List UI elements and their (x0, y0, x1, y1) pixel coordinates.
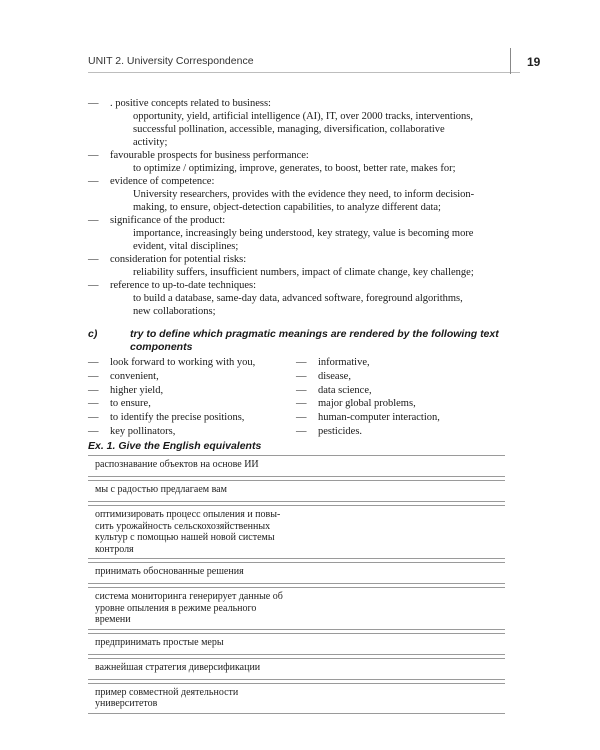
running-header (88, 52, 520, 73)
russian-phrase-line: времени (95, 614, 131, 625)
dash-marker: — (88, 98, 99, 109)
task-line-2: components (130, 341, 193, 353)
russian-phrase-line: распознавание объектов на основе ИИ (95, 459, 259, 470)
category-example-line: University researchers, provides with the evidence they need, to inform decision- (133, 189, 475, 200)
component-item (88, 411, 288, 425)
component-item (296, 384, 516, 398)
components-right-column (296, 356, 516, 439)
components-left-column (88, 356, 288, 439)
russian-phrase-line: университетов (95, 698, 158, 709)
component-text: higher yield, (110, 384, 164, 396)
russian-phrase (95, 459, 335, 471)
russian-phrase-line: важнейшая стратегия диверсификации (95, 661, 261, 673)
dash-marker: — (296, 370, 307, 382)
component-item (296, 411, 516, 425)
page-number: 19 (527, 55, 541, 69)
exercise-row (88, 658, 505, 680)
dash-marker: — (296, 398, 307, 410)
russian-phrase-line: уровне опыления в режиме реального (95, 602, 257, 614)
category-example-line: reliability suffers, insufficient numbers, impact of climate change, key challenge; (133, 267, 474, 278)
component-text: disease, (318, 370, 351, 382)
russian-phrase-line: культур с помощью нашей новой системы (95, 532, 275, 543)
category-example-line: opportunity, yield, artificial intelligence (AI), IT, over 2000 tracks, interventions, (133, 111, 473, 122)
category-example-line: new collaborations; (133, 306, 216, 317)
category-label: favourable prospects for business performance: (110, 150, 309, 161)
component-text: human-computer interaction, (318, 412, 440, 424)
unit-title: UNIT 2. University Correspondence (88, 55, 254, 67)
dash-marker: — (88, 215, 99, 226)
russian-phrase (95, 591, 335, 626)
category-example-line: to build a database, same-day data, advanced software, foreground algorithms, (133, 293, 463, 304)
component-item (88, 370, 288, 384)
russian-phrase (95, 687, 335, 710)
dash-marker: — (88, 176, 99, 187)
component-text: look forward to working with you, (110, 357, 256, 368)
component-item (88, 356, 288, 370)
task-line-1: try to define which pragmatic meanings are rendered by the following text (130, 328, 499, 340)
dash-marker: — (88, 425, 99, 437)
dash-marker: — (88, 384, 99, 396)
russian-phrase-line: сить урожайность сельскохозяйственных (95, 520, 271, 532)
component-text: data science, (318, 384, 372, 396)
exercise-row (88, 562, 505, 584)
russian-phrase-line: предпринимать простые меры (95, 636, 224, 648)
category-example-line: evident, vital disciplines; (133, 241, 239, 252)
exercise-table (88, 455, 505, 717)
category-example-line: to optimize / optimizing, improve, generates, to boost, better rate, makes for; (133, 163, 456, 174)
component-text: to identify the precise positions, (110, 412, 245, 424)
component-text: key pollinators, (110, 425, 176, 437)
russian-phrase (95, 662, 335, 674)
component-text: informative, (318, 357, 370, 368)
task-letter: c) (88, 328, 98, 340)
category-label: . positive concepts related to business: (110, 98, 271, 109)
component-item (296, 370, 516, 384)
component-item (296, 356, 516, 370)
russian-phrase (95, 566, 335, 578)
category-label: reference to up-to-date techniques: (110, 280, 257, 291)
dash-marker: — (88, 357, 99, 368)
russian-phrase-line: мы с радостью предлагаем вам (95, 484, 227, 495)
category-example-line: importance, increasingly being understood, key strategy, value is becoming more (133, 228, 474, 239)
russian-phrase (95, 484, 335, 496)
dash-marker: — (88, 280, 99, 291)
exercise-row (88, 633, 505, 655)
category-example-line: activity; (133, 137, 168, 148)
category-example-line: successful pollination, accessible, managing, diversification, collaborative (133, 124, 445, 135)
dash-marker: — (88, 398, 99, 410)
exercise-row (88, 587, 505, 630)
category-label: evidence of competence: (110, 176, 215, 187)
dash-marker: — (296, 425, 307, 437)
dash-marker: — (296, 384, 307, 396)
exercise-row (88, 505, 505, 559)
russian-phrase (95, 637, 335, 649)
component-text: pesticides. (318, 425, 363, 437)
component-item (296, 425, 516, 439)
component-item (88, 425, 288, 439)
page-number-box (510, 48, 551, 74)
dash-marker: — (88, 412, 99, 424)
russian-phrase-line: оптимизировать процесс опыления и повы- (95, 509, 281, 520)
russian-phrase (95, 509, 335, 555)
russian-phrase-line: принимать обоснованные решения (95, 566, 244, 577)
component-item (296, 397, 516, 411)
exercise-row (88, 455, 505, 477)
dash-marker: — (296, 357, 307, 368)
dash-marker: — (296, 412, 307, 424)
dash-marker: — (88, 254, 99, 265)
category-label: consideration for potential risks: (110, 254, 247, 265)
exercise-row (88, 683, 505, 714)
task-instruction (130, 328, 520, 354)
dash-marker: — (88, 150, 99, 161)
dash-marker: — (88, 370, 99, 382)
russian-phrase-line: контроля (95, 543, 134, 555)
category-label: significance of the product: (110, 215, 226, 226)
category-example-line: making, to ensure, object-detection capabilities, to analyze different data; (133, 202, 441, 213)
component-item (88, 397, 288, 411)
component-text: to ensure, (110, 398, 151, 410)
component-text: major global problems, (318, 398, 416, 410)
component-item (88, 384, 288, 398)
component-text: convenient, (110, 370, 159, 382)
exercise-title: Ex. 1. Give the English equivalents (88, 440, 262, 452)
exercise-row (88, 480, 505, 502)
russian-phrase-line: пример совместной деятельности (95, 686, 239, 698)
russian-phrase-line: система мониторинга генерирует данные об (95, 591, 283, 602)
